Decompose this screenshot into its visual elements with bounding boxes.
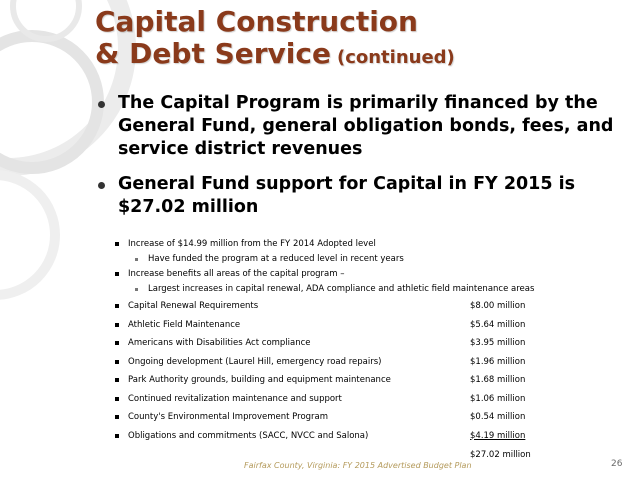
line-item-row bbox=[115, 390, 575, 409]
square-bullet-icon bbox=[115, 360, 119, 364]
line-item-row bbox=[115, 353, 575, 372]
small-bullet-icon bbox=[135, 288, 138, 291]
line-item-amount: $5.64 million bbox=[470, 319, 526, 330]
square-bullet-icon bbox=[115, 323, 119, 327]
line-item-label: Continued revitalization maintenance and support bbox=[128, 393, 342, 404]
small-bullet-icon bbox=[135, 258, 138, 261]
line-item-amount: $1.68 million bbox=[470, 375, 526, 385]
sub-bullet-text: Increase benefits all areas of the capital program – bbox=[128, 269, 345, 279]
square-bullet-icon bbox=[115, 304, 119, 308]
title-line-1: Capital Construction bbox=[95, 5, 418, 38]
line-item-label: Athletic Field Maintenance bbox=[128, 319, 241, 330]
line-item-label: Ongoing development (Laurel Hill, emergency road repairs) bbox=[128, 356, 382, 367]
title-line-2-text: & Debt Service bbox=[95, 37, 331, 70]
line-item-row bbox=[115, 334, 575, 353]
slide-title bbox=[95, 6, 455, 74]
line-item-amount: $0.54 million bbox=[470, 412, 526, 422]
square-bullet-icon bbox=[115, 341, 119, 345]
main-bullet-list bbox=[96, 92, 616, 219]
main-bullet bbox=[96, 92, 616, 161]
line-item-row bbox=[115, 427, 575, 446]
line-item-amount: $1.06 million bbox=[470, 393, 526, 404]
sub-bullet-benefits-note bbox=[115, 282, 575, 297]
line-item-label: County's Environmental Improvement Program bbox=[128, 412, 329, 422]
line-item-amount: $4.19 million bbox=[470, 430, 526, 441]
square-bullet-icon bbox=[115, 242, 119, 246]
square-bullet-icon bbox=[115, 415, 119, 419]
total-amount: $27.02 million bbox=[470, 450, 531, 460]
main-bullet-text: General Fund support for Capital in FY 2015 is $27.02 million bbox=[118, 174, 576, 217]
square-bullet-icon bbox=[115, 272, 119, 276]
decorative-ring bbox=[0, 170, 60, 300]
footer-text: Fairfax County, Virginia: FY 2015 Advertised Budget Plan bbox=[244, 461, 472, 470]
sub-bullet-list bbox=[115, 237, 575, 445]
bullet-dot-icon bbox=[98, 182, 105, 189]
line-item-amount: $1.96 million bbox=[470, 356, 526, 367]
line-item-amount: $8.00 million bbox=[470, 301, 526, 311]
line-item-amount: $3.95 million bbox=[470, 338, 526, 348]
square-bullet-icon bbox=[115, 434, 119, 438]
square-bullet-icon bbox=[115, 397, 119, 401]
line-item-label: Capital Renewal Requirements bbox=[128, 301, 259, 311]
sub-bullet-text: Have funded the program at a reduced level in recent years bbox=[148, 254, 404, 264]
main-bullet-text: The Capital Program is primarily financed by the General Fund, general obligation bonds, fees, and service district revenues bbox=[118, 93, 614, 159]
sub-bullet-benefits bbox=[115, 267, 575, 282]
sub-bullet-increase-note bbox=[115, 252, 575, 267]
main-bullet bbox=[96, 173, 616, 219]
line-item-label: Park Authority grounds, building and equipment maintenance bbox=[128, 375, 391, 385]
square-bullet-icon bbox=[115, 378, 119, 382]
line-item-row bbox=[115, 371, 575, 390]
line-item-label: Americans with Disabilities Act compliance bbox=[128, 338, 311, 348]
line-item-row bbox=[115, 316, 575, 335]
sub-bullet-increase bbox=[115, 237, 575, 252]
sub-bullet-text: Increase of $14.99 million from the FY 2014 Adopted level bbox=[128, 239, 376, 249]
bullet-dot-icon bbox=[98, 101, 105, 108]
sub-bullet-text: Largest increases in capital renewal, ADA compliance and athletic field maintenance areas bbox=[148, 284, 535, 294]
line-item-label: Obligations and commitments (SACC, NVCC and Salona) bbox=[128, 430, 369, 441]
line-item-row bbox=[115, 297, 575, 316]
title-continued: (continued) bbox=[336, 47, 455, 68]
line-item-row bbox=[115, 408, 575, 427]
page-number: 26 bbox=[611, 459, 623, 469]
title-line-2 bbox=[95, 38, 455, 74]
